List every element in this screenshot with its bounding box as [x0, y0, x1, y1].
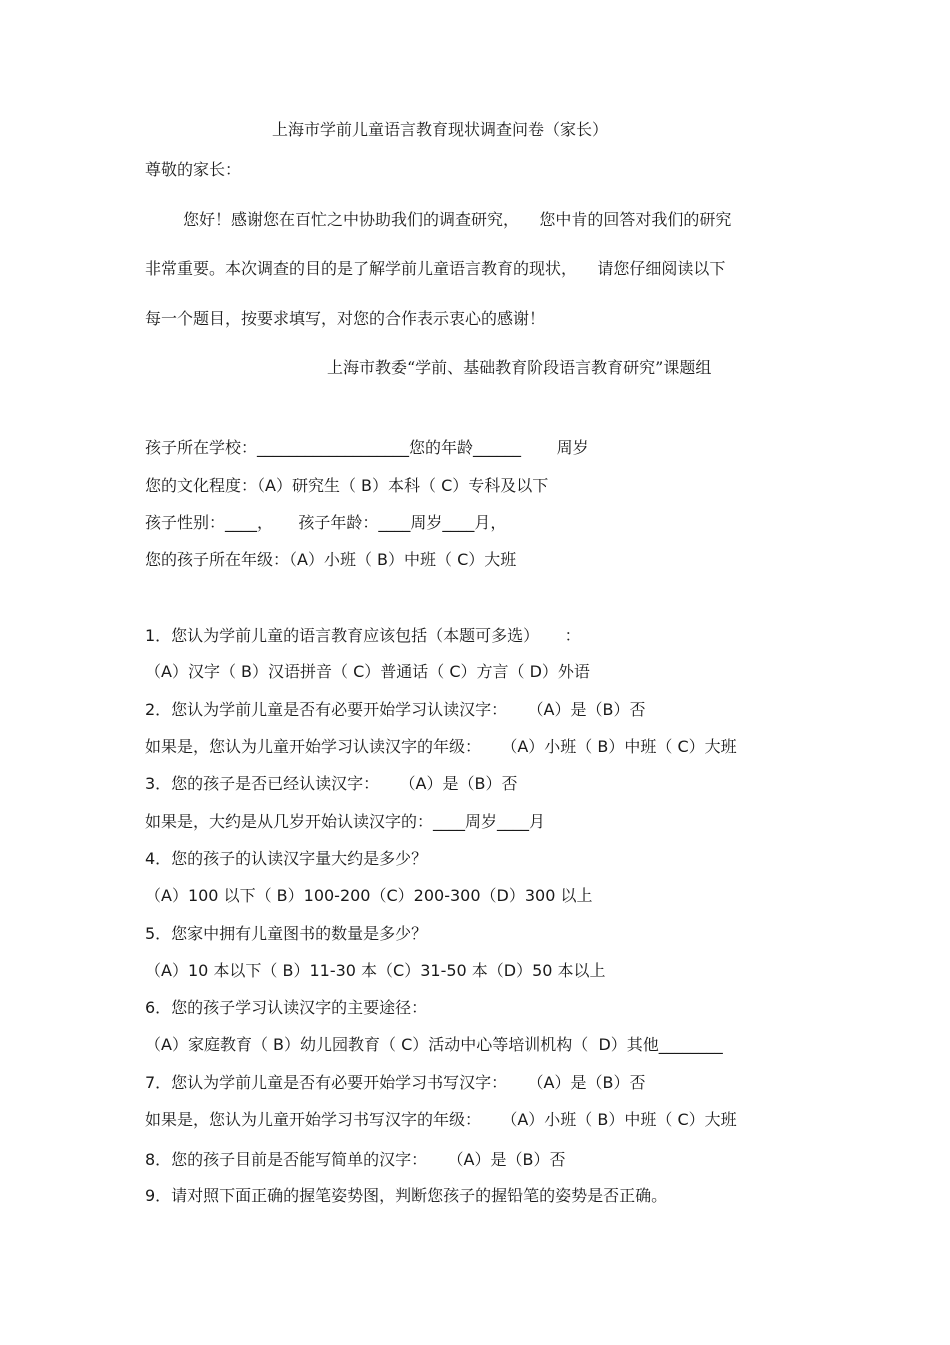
intro-line: 每一个题目，按要求填写，对您的合作表示衷心的感谢！	[145, 309, 546, 328]
question-line: 1．您认为学前儿童的语言教育应该包括（本题可多选） ：	[145, 626, 581, 645]
info-school-age: 孩子所在学校：___________________您的年龄______ 周岁	[145, 438, 589, 457]
info-child-gender-age: 孩子性别：____， 孩子年龄：____周岁____月，	[145, 513, 507, 532]
intro-line: 非常重要。本次调查的目的是了解学前儿童语言教育的现状， 请您仔细阅读以下	[145, 259, 726, 278]
info-education: 您的文化程度：（A）研究生（ B）本科（ C）专科及以下	[145, 476, 549, 495]
signature: 上海市教委“学前、基础教育阶段语言教育研究”课题组	[327, 358, 712, 377]
question-line: 5．您家中拥有儿童图书的数量是多少？	[145, 924, 428, 943]
question-options: （A）家庭教育（ B）幼儿园教育（ C）活动中心等培训机构（ D）其他________	[145, 1035, 723, 1054]
question-line: 7．您认为学前儿童是否有必要开始学习书写汉字： （A）是（B）否	[145, 1073, 646, 1092]
question-line: 如果是，您认为儿童开始学习书写汉字的年级： （A）小班（ B）中班（ C）大班	[145, 1110, 737, 1129]
question-line: 6．您的孩子学习认读汉字的主要途径：	[145, 998, 428, 1017]
question-line: 2．您认为学前儿童是否有必要开始学习认读汉字： （A）是（B）否	[145, 700, 646, 719]
question-options: （A）10 本以下（ B）11-30 本（C）31-50 本（D）50 本以上	[145, 961, 606, 980]
question-line: 4．您的孩子的认读汉字量大约是多少？	[145, 849, 428, 868]
info-grade: 您的孩子所在年级：（A）小班（ B）中班（ C）大班	[145, 550, 517, 569]
question-line: 3．您的孩子是否已经认读汉字： （A）是（B）否	[145, 774, 518, 793]
question-line: 8．您的孩子目前是否能写简单的汉字： （A）是（B）否	[145, 1150, 566, 1169]
question-line: 如果是，您认为儿童开始学习认读汉字的年级： （A）小班（ B）中班（ C）大班	[145, 737, 737, 756]
page-title: 上海市学前儿童语言教育现状调查问卷（家长）	[272, 120, 609, 139]
question-line: 9．请对照下面正确的握笔姿势图，判断您孩子的握铅笔的姿势是否正确。	[145, 1186, 668, 1205]
question-options: （A）汉字（ B）汉语拼音（ C）普通话（ C）方言（ D）外语	[145, 662, 590, 681]
question-options: （A）100 以下（ B）100-200（C）200-300（D）300 以上	[145, 886, 593, 905]
intro-line: 您好！感谢您在百忙之中协助我们的调查研究， 您中肯的回答对我们的研究	[183, 210, 732, 229]
question-line: 如果是，大约是从几岁开始认读汉字的：____周岁____月	[145, 812, 546, 831]
greeting: 尊敬的家长：	[145, 160, 242, 179]
